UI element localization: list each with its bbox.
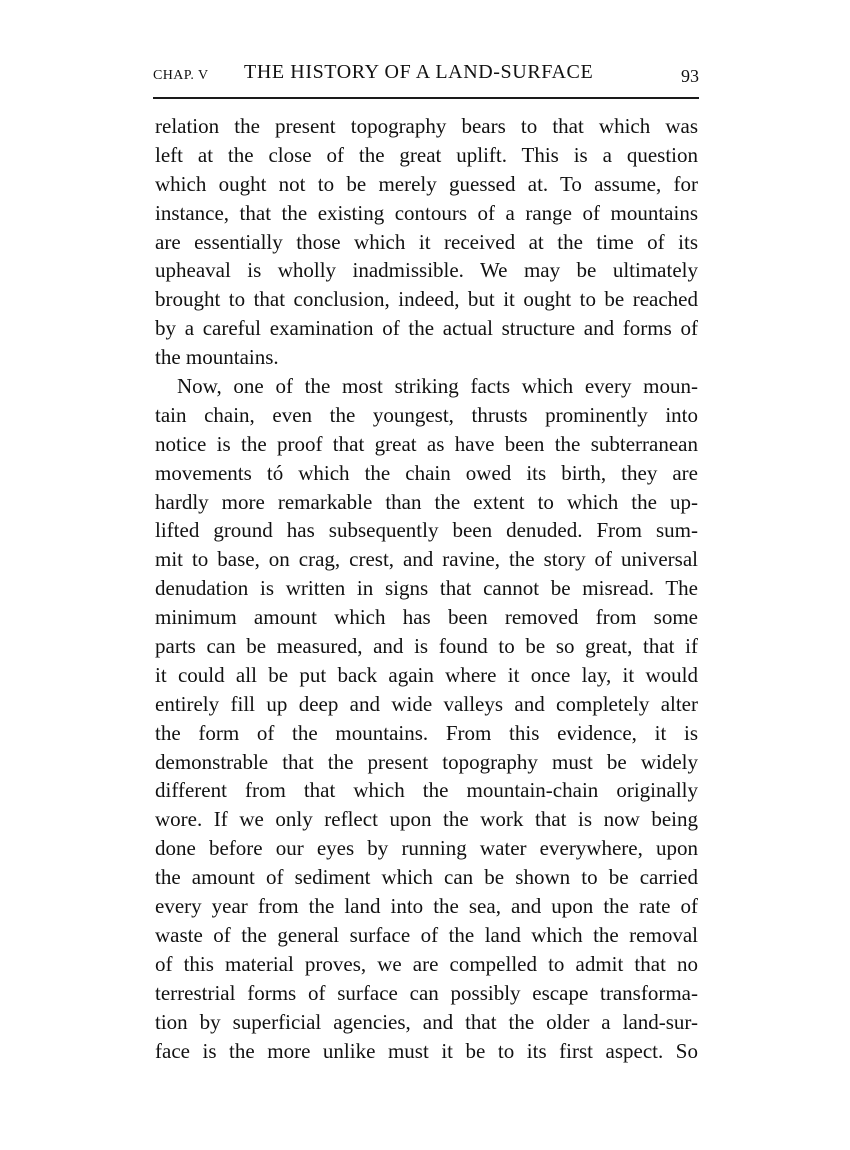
text-line: it could all be put back again where it once lay, it would <box>155 662 698 687</box>
text-line: done before our eyes by running water everywhere, upon <box>155 836 698 861</box>
text-line: the mountains. <box>155 345 279 370</box>
text-line: brought to that conclusion, indeed, but it ought to be reached <box>155 287 698 312</box>
text-line: minimum amount which has been removed from some <box>155 605 698 630</box>
header-rule <box>153 97 699 99</box>
text-line: by a careful examination of the actual structure and forms of <box>155 316 698 341</box>
text-line: face is the more unlike must it be to its first aspect. So <box>155 1038 698 1063</box>
running-header <box>153 58 699 88</box>
text-line: denudation is written in signs that cannot be misread. The <box>155 576 698 601</box>
text-line: lifted ground has subsequently been denuded. From sum- <box>155 518 698 543</box>
text-line: movements tó which the chain owed its birth, they are <box>155 460 698 485</box>
text-line: left at the close of the great uplift. This is a question <box>155 142 698 167</box>
paragraph-1 <box>155 112 698 372</box>
text-line: tain chain, even the youngest, thrusts prominently into <box>155 402 698 427</box>
text-line: Now, one of the most striking facts which every moun- <box>177 374 698 399</box>
text-line: every year from the land into the sea, and upon the rate of <box>155 894 698 919</box>
paragraph-2 <box>155 372 698 1065</box>
text-line: demonstrable that the present topography must be widely <box>155 749 698 774</box>
text-line: upheaval is wholly inadmissible. We may be ultimately <box>155 258 698 283</box>
text-line: terrestrial forms of surface can possibly escape transforma- <box>155 980 698 1005</box>
page-number: 93 <box>681 66 699 86</box>
text-line: of this material proves, we are compelled to admit that no <box>155 951 698 976</box>
text-line: the amount of sediment which can be shown to be carried <box>155 865 698 890</box>
text-line: different from that which the mountain-chain originally <box>155 778 698 803</box>
body-text <box>155 112 698 1065</box>
text-line: tion by superficial agencies, and that the older a land-sur- <box>155 1009 698 1034</box>
text-line: which ought not to be merely guessed at. To assume, for <box>155 171 698 196</box>
text-line: mit to base, on crag, crest, and ravine, the story of universal <box>155 547 698 572</box>
text-line: instance, that the existing contours of a range of mountains <box>155 200 698 225</box>
text-line: wore. If we only reflect upon the work that is now being <box>155 807 698 832</box>
chapter-label: CHAP. V <box>153 68 209 83</box>
text-line: notice is the proof that great as have been the subterranean <box>155 431 698 456</box>
text-line: waste of the general surface of the land which the removal <box>155 922 698 947</box>
text-line: relation the present topography bears to that which was <box>155 114 698 138</box>
text-line: parts can be measured, and is found to be so great, that if <box>155 634 698 659</box>
text-line: the form of the mountains. From this evidence, it is <box>155 720 698 745</box>
text-line: hardly more remarkable than the extent to which the up- <box>155 489 698 514</box>
text-line: are essentially those which it received at the time of its <box>155 229 698 254</box>
running-title: THE HISTORY OF A LAND-SURFACE <box>244 61 594 83</box>
text-line: entirely fill up deep and wide valleys and completely alter <box>155 691 698 716</box>
